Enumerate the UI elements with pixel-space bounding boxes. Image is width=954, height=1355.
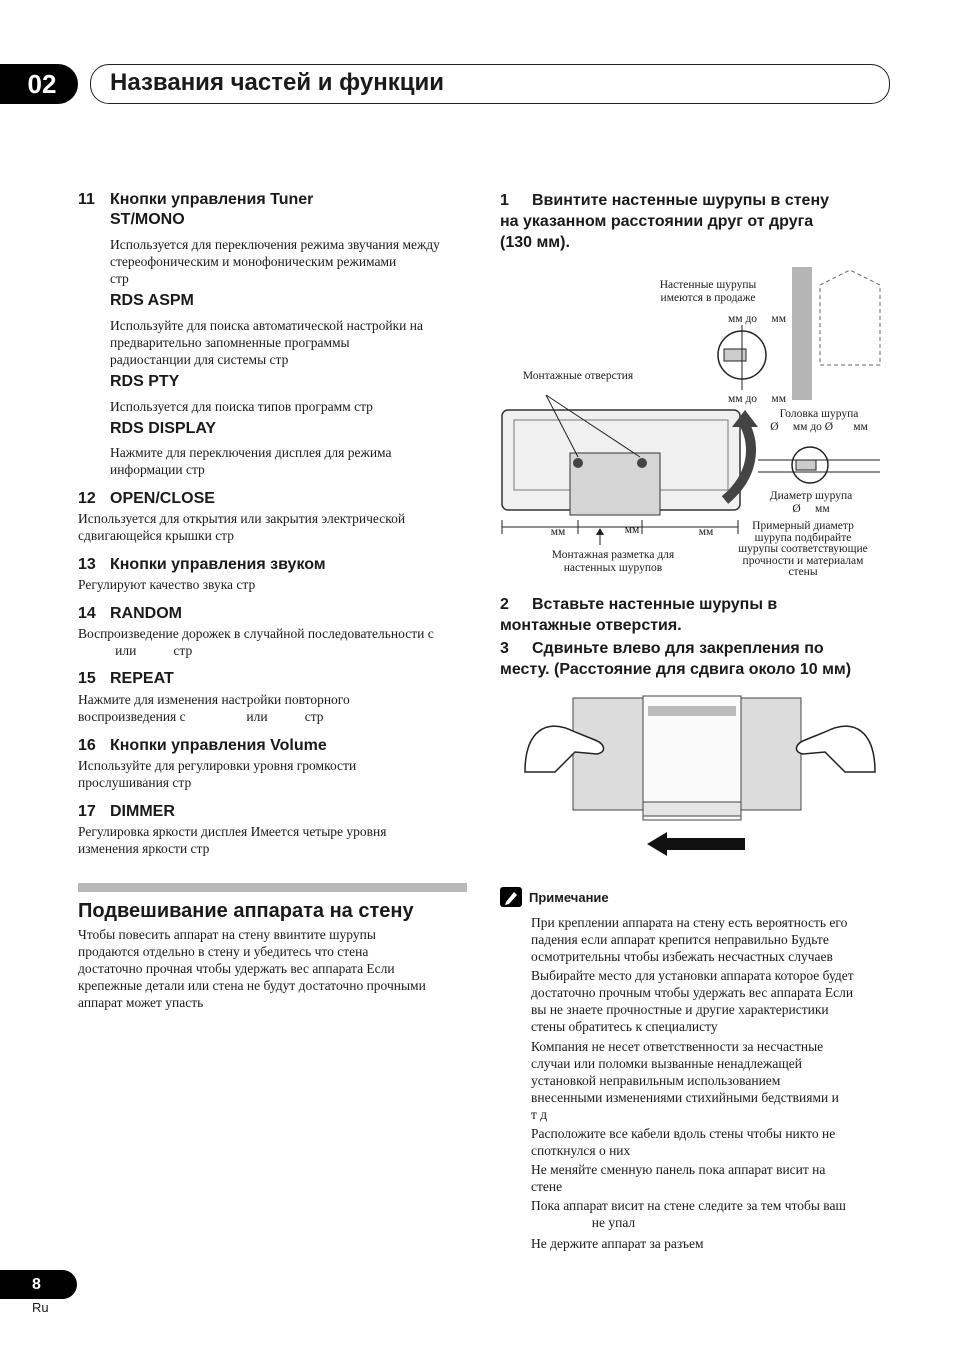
- screw-icon: [724, 349, 746, 361]
- step-1-heading: 1 Ввинтите настенные шурупы в стену на указанном расстоянии друг от друга (130 мм).: [500, 192, 830, 251]
- dim-left-label: мм: [550, 526, 566, 538]
- item-11-heading: [78, 190, 313, 230]
- page-language: Ru: [32, 1300, 49, 1315]
- rds-display-heading: RDS DISPLAY: [110, 420, 217, 437]
- item-12-heading: 12 OPEN/CLOSE: [78, 490, 215, 507]
- screw-diameter-label: Диаметр шурупа Ø мм: [769, 490, 853, 515]
- item-title: Кнопки управления Tuner: [110, 191, 314, 208]
- dim-center-label: мм: [624, 524, 640, 536]
- note-pencil-icon: [500, 887, 522, 907]
- item-11-text: Используется для переключения режима звучания между стереофоническим и монофоническим режимами стр: [110, 237, 440, 286]
- section-divider: [78, 883, 467, 892]
- note-paragraph: При креплении аппарата на стену есть вероятность его падения если аппарат крепится неправильно Будьте осмотрительны чтобы избежать несчастных случаев: [531, 915, 848, 964]
- section-text: Чтобы повесить аппарат на стену ввинтите шурупы продаются отдельно в стену и убедитесь что стена достаточно прочная чтобы удержать вес аппарата Если крепежные детали или стена не будут достаточно прочными аппарат может упасть: [78, 927, 426, 1010]
- note-paragraph: Не меняйте сменную панель пока аппарат висит на стене: [531, 1162, 826, 1194]
- item-title-line2: ST/MONO: [110, 211, 185, 228]
- section-title: Подвешивание аппарата на стену: [78, 900, 414, 922]
- step-3-heading: 3 Сдвиньте влево для закрепления по месту. (Расстояние для сдвига около 10 мм): [500, 640, 852, 678]
- note-paragraph: Пока аппарат висит на стене следите за тем чтобы ваш не упал: [531, 1198, 846, 1230]
- chapter-title: Названия частей и функции: [110, 69, 444, 96]
- page-number: 8: [0, 1270, 77, 1299]
- item-15-text: Нажмите для изменения настройки повторного воспроизведения с или стр: [78, 692, 350, 724]
- item-17-heading: 17 DIMMER: [78, 803, 175, 820]
- unit-outline-side: [820, 270, 880, 365]
- dim-top-label: мм до мм: [728, 313, 786, 325]
- rds-display-text: Нажмите для переключения дисплея для режима информации стр: [110, 445, 392, 477]
- mount-holes-label: Монтажные отверстия: [522, 370, 634, 382]
- note-paragraph: Не держите аппарат за разъем: [531, 1236, 704, 1251]
- marking-label: Монтажная разметка для настенных шурупов: [551, 549, 675, 574]
- item-16-heading: 16 Кнопки управления Volume: [78, 737, 327, 754]
- dim-mid-label: мм до мм: [728, 393, 786, 405]
- rds-aspm-heading: RDS ASPM: [110, 292, 194, 309]
- dim-right-label: мм: [698, 526, 714, 538]
- note-paragraph: Компания не несет ответственности за несчастные случаи или поломки вызванные ненадлежащей установкой неправильным использованием внесенными изменениями стихийными бедствиями и т д: [531, 1039, 839, 1122]
- note-paragraph: Выбирайте место для установки аппарата которое будет достаточно прочным чтобы удержать вес аппарата Если вы не знаете прочностные и другие характеристики стены обратитесь к специалисту: [531, 968, 854, 1034]
- item-13-heading: 13 Кнопки управления звуком: [78, 556, 326, 573]
- rds-pty-text: Используется для поиска типов программ стр: [110, 399, 373, 414]
- item-15-heading: 15 REPEAT: [78, 670, 174, 687]
- right-hand-icon: [796, 726, 875, 772]
- mount-hole-right: [637, 458, 647, 468]
- item-14-text: Воспроизведение дорожек в случайной последовательности с или стр: [78, 626, 434, 658]
- slide-mount-diagram: [515, 692, 885, 862]
- wall-section: [792, 267, 812, 400]
- note-title: Примечание: [529, 890, 609, 905]
- mount-hole-left: [573, 458, 583, 468]
- screw-head-label: Головка шурупа Ø мм до Ø мм: [770, 408, 868, 433]
- rds-pty-heading: RDS PTY: [110, 373, 180, 390]
- chapter-number-badge: 02: [0, 64, 78, 104]
- item-13-text: Регулируют качество звука стр: [78, 577, 256, 592]
- item-number: 11: [78, 191, 95, 208]
- step-2-heading: 2 Вставьте настенные шурупы в монтажные отверстия.: [500, 596, 778, 634]
- item-12-text: Используется для открытия или закрытия электрической сдвигающейся крышки стр: [78, 511, 406, 543]
- rds-aspm-text: Используйте для поиска автоматической настройки на предварительно запомненные программы радиостанции для системы стр: [110, 318, 423, 367]
- item-16-text: Используйте для регулировки уровня громкости прослушивания стр: [78, 758, 357, 790]
- left-arrow-icon: [647, 832, 745, 856]
- item-17-text: Регулировка яркости дисплея Имеется четыре уровня изменения яркости стр: [78, 824, 387, 856]
- approx-diameter-label: Примерный диаметр шурупа подбирайте шурупы соответствующие прочности и материалам стены: [738, 520, 868, 578]
- screws-sold-label: Настенные шурупы имеются в продаже: [659, 279, 757, 304]
- note-paragraph: Расположите все кабели вдоль стены чтобы никто не споткнулся о них: [531, 1126, 836, 1158]
- item-14-heading: 14 RANDOM: [78, 605, 182, 622]
